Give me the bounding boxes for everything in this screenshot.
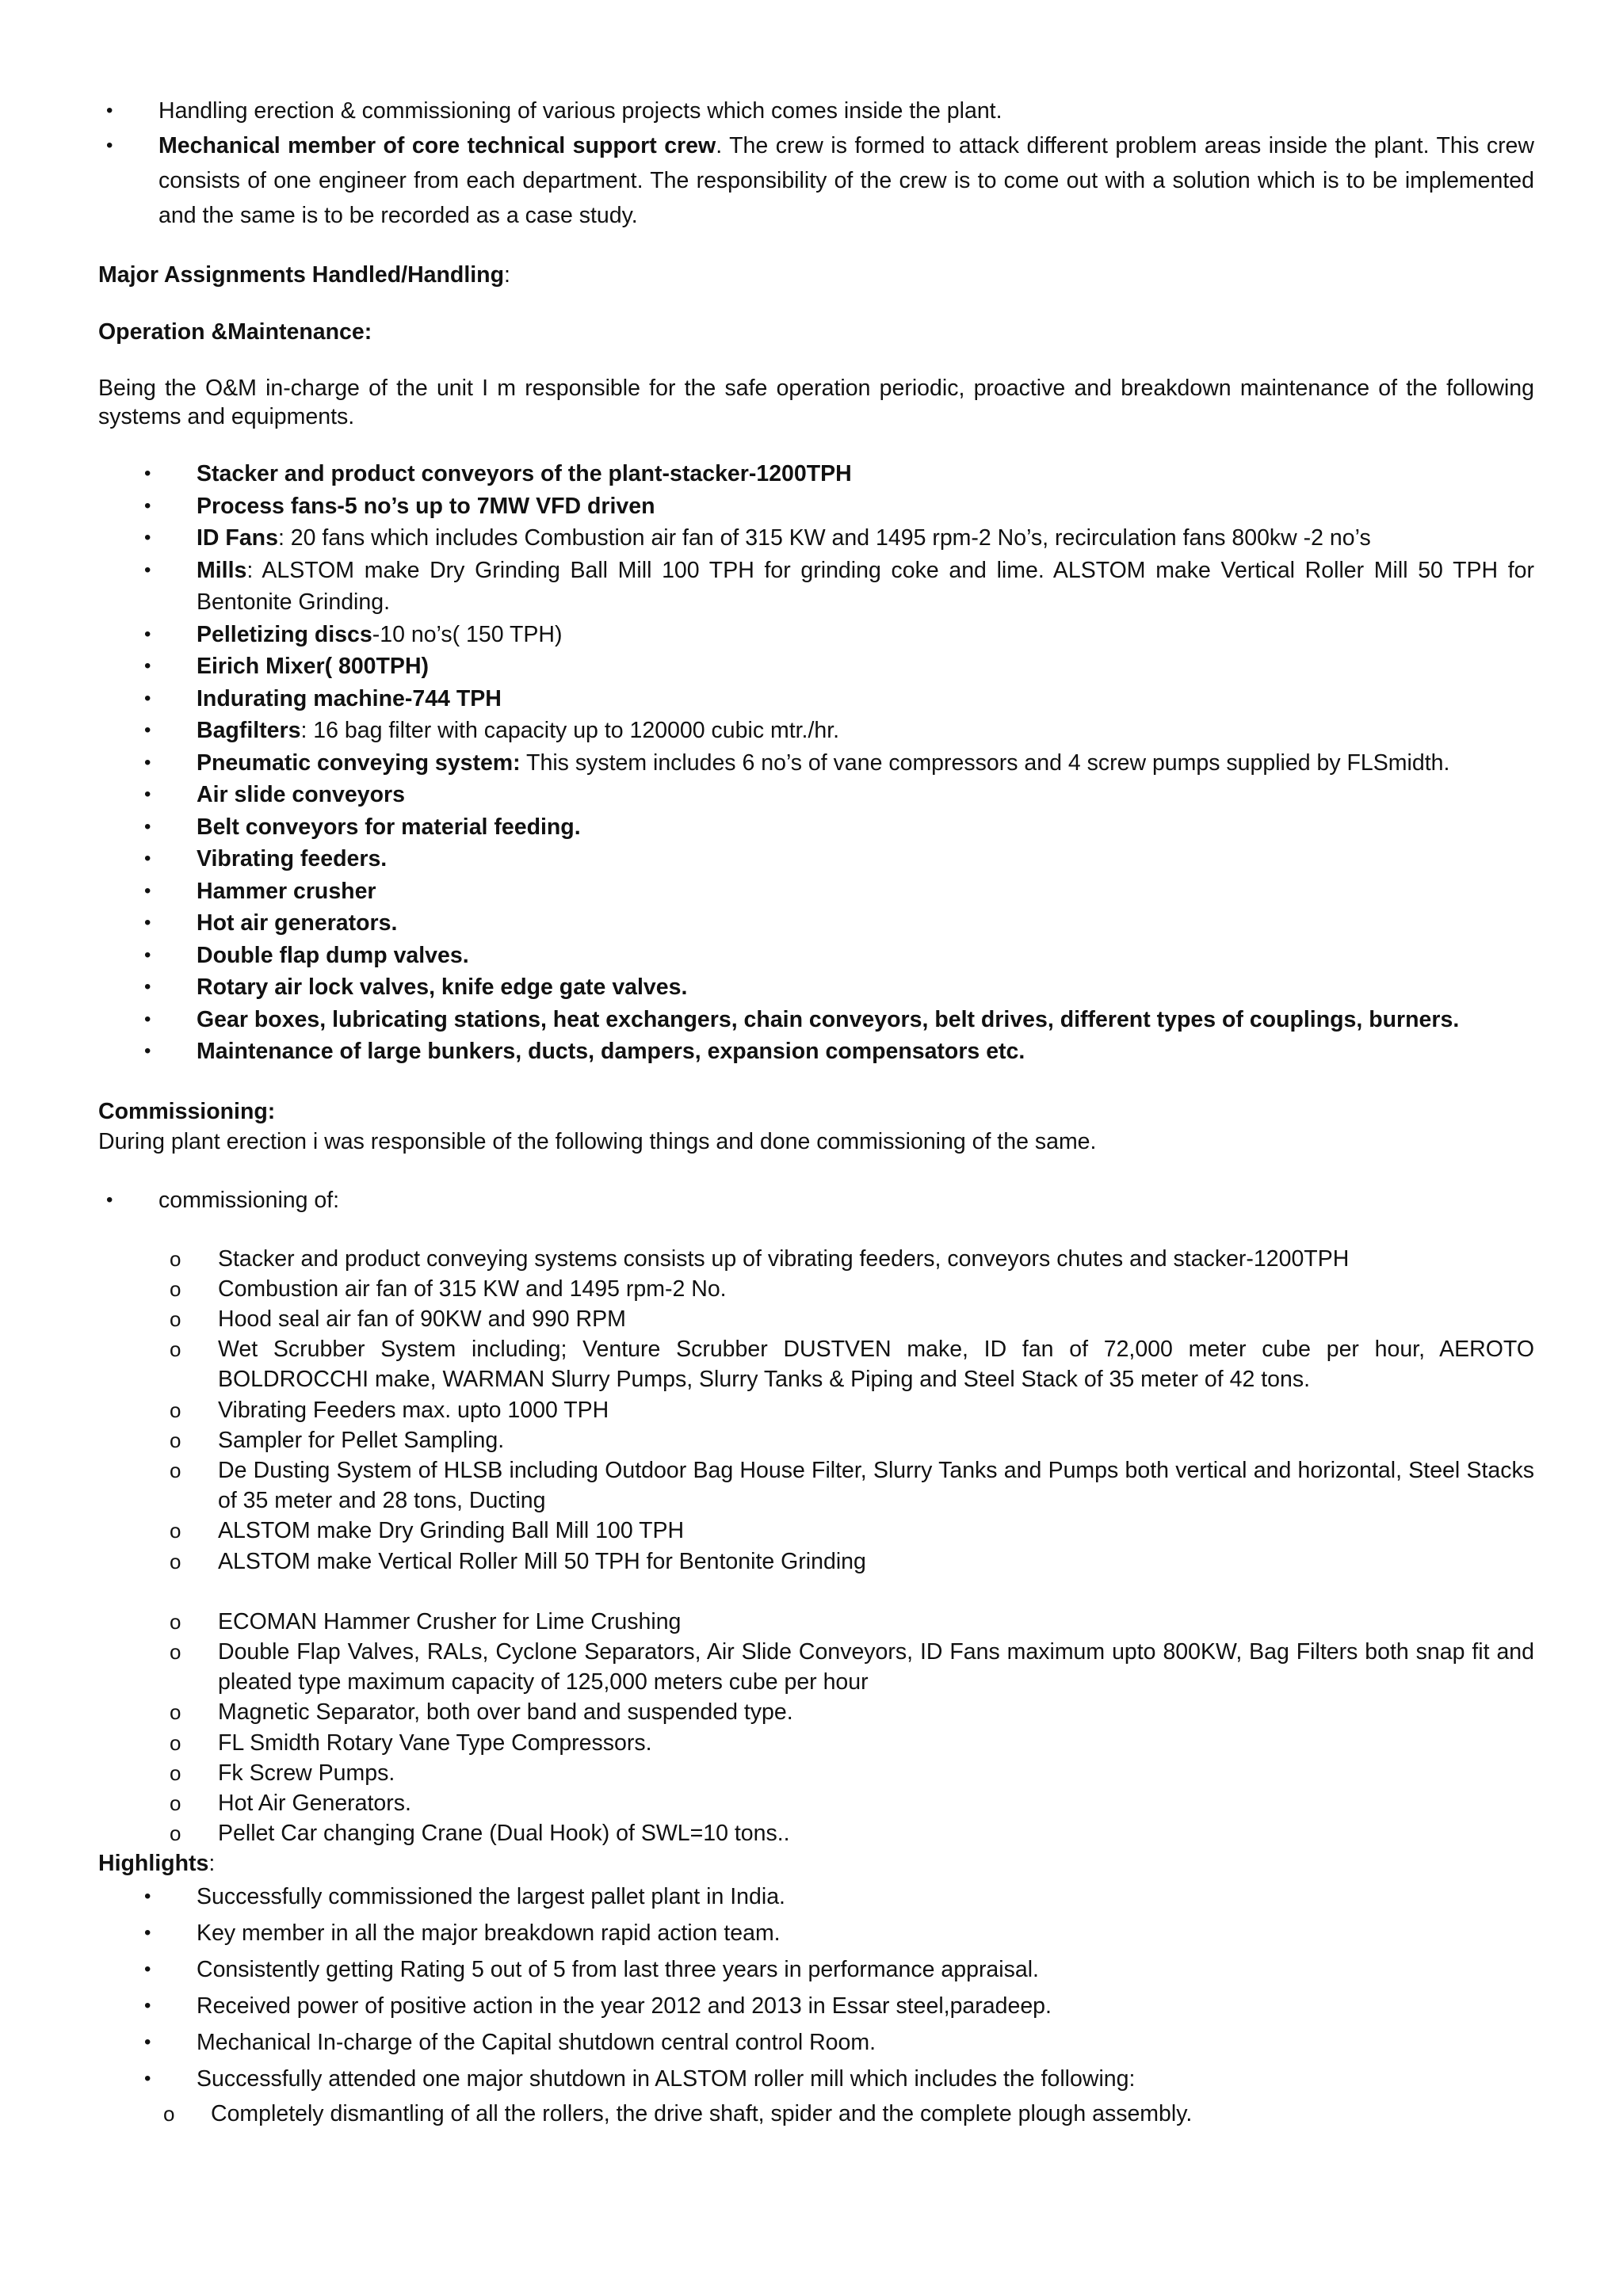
commissioning-item	[170, 1788, 1534, 1818]
commissioning-item	[170, 1274, 1534, 1304]
commissioning-item-text: Hood seal air fan of 90KW and 990 RPM	[218, 1306, 626, 1332]
commissioning-list-a	[98, 1244, 1534, 1577]
bullet-icon: •	[144, 2031, 151, 2054]
commissioning-item	[170, 1244, 1534, 1274]
highlights-sub-text: Completely dismantling of all the rollers, the drive shaft, spider and the complete plough assembly.	[211, 2101, 1193, 2127]
commissioning-paragraph: During plant erection i was responsible of the following things and done commissioning of the same.	[98, 1128, 1097, 1154]
commissioning-item	[170, 1758, 1534, 1788]
highlight-item	[144, 1915, 1534, 1951]
om-item	[144, 555, 1534, 619]
highlights-heading: Highlights:	[98, 1851, 216, 1877]
om-item-text: -10 no’s( 150 TPH)	[372, 621, 563, 647]
om-item-bold: Air slide conveyors	[197, 782, 405, 807]
circle-bullet-icon: o	[170, 1639, 181, 1664]
om-item	[144, 811, 1534, 844]
om-list	[98, 458, 1534, 1068]
bullet-icon: •	[144, 527, 151, 548]
commissioning-item	[170, 1607, 1534, 1637]
om-item-bold: Stacker and product conveyors of the plant-stacker-1200TPH	[197, 461, 852, 486]
commissioning-item	[170, 1304, 1534, 1334]
highlight-item	[144, 1951, 1534, 1988]
commissioning-item	[170, 1395, 1534, 1425]
bullet-icon: •	[144, 1922, 151, 1944]
circle-bullet-icon: o	[170, 1306, 181, 1331]
commissioning-item	[170, 1334, 1534, 1394]
highlight-item-text: Successfully commissioned the largest pallet plant in India.	[197, 1884, 785, 1910]
bullet-icon: •	[144, 784, 151, 805]
circle-bullet-icon: o	[170, 1519, 181, 1543]
om-item-bold: Double flap dump valves.	[197, 942, 469, 968]
om-item-text: : 20 fans which includes Combustion air fan of 315 KW and 1495 rpm-2 No’s, recirculation fans 800kw -2 no’s	[277, 525, 1371, 551]
bullet-icon: •	[144, 751, 151, 773]
commissioning-item-text: Wet Scrubber System including; Venture Scrubber DUSTVEN make, ID fan of 72,000 meter cube per hour, AEROTO BOLDROCCHI make, WARMAN Slurry Pumps, Slurry Tanks & Piping and Steel Stack of 35 meter of 42 tons.	[218, 1337, 1534, 1393]
intro-item-text: . The crew is formed to attack different problem areas inside the plant. This crew consists of one engineer from each department. The responsibility of the crew is to come out with a solution which is to be implemented and the same is to be recorded as a case study.	[158, 133, 1534, 228]
om-item	[144, 1004, 1534, 1036]
commissioning-bullet-text: commissioning of:	[158, 1187, 340, 1213]
commissioning-item-text: Fk Screw Pumps.	[218, 1760, 395, 1786]
commissioning-item	[170, 1637, 1534, 1697]
commissioning-item-text: Stacker and product conveying systems consists up of vibrating feeders, conveyors chutes and stacker-1200TPH	[218, 1245, 1350, 1272]
om-item-bold: Pneumatic conveying system:	[197, 749, 521, 776]
om-item-bold: Hammer crusher	[197, 878, 376, 904]
om-item	[144, 715, 1534, 747]
bullet-icon: •	[144, 1008, 151, 1030]
om-item-bold: Process fans-5 no’s up to 7MW VFD driven	[197, 493, 655, 519]
commissioning-item	[170, 1455, 1534, 1516]
om-item-bold: Vibrating feeders.	[197, 846, 388, 871]
commissioning-item	[170, 1697, 1534, 1727]
commissioning-item-text: Sampler for Pellet Sampling.	[218, 1427, 505, 1453]
circle-bullet-icon: o	[170, 1549, 181, 1573]
om-item-bold: Hot air generators.	[197, 910, 398, 936]
om-item	[144, 907, 1534, 940]
bullet-icon: •	[144, 494, 151, 517]
om-item	[144, 779, 1534, 811]
om-heading: Operation &Maintenance:	[98, 319, 372, 345]
om-item	[144, 1035, 1534, 1068]
om-item	[144, 971, 1534, 1004]
commissioning-item-text: Vibrating Feeders max. upto 1000 TPH	[218, 1397, 609, 1423]
circle-bullet-icon: o	[170, 1791, 181, 1815]
major-assignments-heading: Major Assignments Handled/Handling:	[98, 262, 510, 288]
bullet-icon: •	[106, 1188, 113, 1211]
bullet-icon: •	[144, 559, 151, 581]
om-item	[144, 747, 1534, 780]
circle-bullet-icon: o	[170, 1760, 181, 1785]
om-item	[144, 683, 1534, 715]
circle-bullet-icon: o	[170, 1246, 181, 1271]
resume-page	[98, 93, 1534, 2130]
om-item-bold: Gear boxes, lubricating stations, heat exchangers, chain conveyors, belt drives, different types of couplings, burners.	[197, 1006, 1460, 1032]
bullet-icon: •	[144, 623, 151, 645]
bullet-icon: •	[144, 2068, 151, 2090]
commissioning-item	[170, 1818, 1534, 1848]
highlight-item	[144, 2024, 1534, 2061]
highlight-item	[144, 2061, 1534, 2097]
om-item-bold: Eirich Mixer( 800TPH)	[197, 654, 430, 679]
om-paragraph: Being the O&M in-charge of the unit I m responsible for the safe operation periodic, proactive and breakdown maintenance of the following systems and equipments.	[98, 376, 1534, 429]
commissioning-item-text: Pellet Car changing Crane (Dual Hook) of SWL=10 tons..	[218, 1821, 790, 1847]
intro-item-text: Handling erection & commissioning of various projects which comes inside the plant.	[158, 98, 1002, 124]
circle-bullet-icon: o	[163, 2102, 175, 2126]
highlight-item-text: Successfully attended one major shutdown in ALSTOM roller mill which includes the following:	[197, 2066, 1136, 2092]
commissioning-item	[170, 1547, 1534, 1577]
bullet-icon: •	[144, 912, 151, 933]
intro-item-bold: Mechanical member of core technical support crew	[158, 133, 716, 158]
om-item-text: This system includes 6 no’s of vane compressors and 4 screw pumps supplied by FLSmidth.	[520, 749, 1450, 776]
bullet-icon: •	[106, 100, 113, 121]
bullet-icon: •	[144, 719, 151, 741]
om-item-bold: Bagfilters	[197, 718, 301, 743]
circle-bullet-icon: o	[170, 1700, 181, 1725]
circle-bullet-icon: o	[170, 1428, 181, 1452]
highlight-item-text: Mechanical In-charge of the Capital shutdown central control Room.	[197, 2030, 876, 2056]
circle-bullet-icon: o	[170, 1337, 181, 1362]
circle-bullet-icon: o	[170, 1821, 181, 1846]
commissioning-item-text: FL Smidth Rotary Vane Type Compressors.	[218, 1730, 652, 1756]
commissioning-item-text: Double Flap Valves, RALs, Cyclone Separators, Air Slide Conveyors, ID Fans maximum upto 800KW, Bag Filters both snap fit and pleated type maximum capacity of 125,000 meters cube per hour	[218, 1638, 1534, 1695]
om-item-bold: Rotary air lock valves, knife edge gate valves.	[197, 974, 688, 1000]
commissioning-item-text: Combustion air fan of 315 KW and 1495 rpm-2 No.	[218, 1276, 727, 1302]
highlight-item	[144, 1878, 1534, 1915]
bullet-icon: •	[144, 815, 151, 837]
bullet-icon: •	[144, 1958, 151, 1981]
om-item	[144, 940, 1534, 972]
commissioning-item	[170, 1516, 1534, 1546]
bullet-icon: •	[144, 687, 151, 709]
circle-bullet-icon: o	[170, 1398, 181, 1422]
commissioning-heading: Commissioning:	[98, 1098, 276, 1124]
om-item	[144, 458, 1534, 490]
intro-item-0	[98, 93, 1534, 128]
intro-item-1	[98, 128, 1534, 233]
om-item	[144, 522, 1534, 555]
om-item-bold: ID Fans	[197, 525, 278, 551]
highlight-item-text: Consistently getting Rating 5 out of 5 from last three years in performance appraisal.	[197, 1957, 1039, 1983]
om-item-text: : ALSTOM make Dry Grinding Ball Mill 100 TPH for grinding coke and lime. ALSTOM make Vertical Roller Mill 50 TPH for Bentonite Grinding.	[197, 557, 1534, 615]
om-item-bold: Maintenance of large bunkers, ducts, dampers, expansion compensators etc.	[197, 1039, 1025, 1064]
circle-bullet-icon: o	[170, 1609, 181, 1634]
bullet-icon: •	[144, 1995, 151, 2017]
highlight-item-text: Key member in all the major breakdown rapid action team.	[197, 1920, 781, 1947]
bullet-icon: •	[106, 135, 113, 156]
bullet-icon: •	[144, 1040, 151, 1062]
bullet-icon: •	[144, 976, 151, 997]
om-item-text: : 16 bag filter with capacity up to 120000 cubic mtr./hr.	[300, 718, 840, 743]
circle-bullet-icon: o	[170, 1458, 181, 1482]
om-item	[144, 875, 1534, 908]
commissioning-item-text: ALSTOM make Dry Grinding Ball Mill 100 TPH	[218, 1518, 685, 1544]
commissioning-item-text: De Dusting System of HLSB including Outdoor Bag House Filter, Slurry Tanks and Pumps both vertical and horizontal, Steel Stacks of 35 meter and 28 tons, Ducting	[218, 1457, 1534, 1514]
commissioning-item-text: ECOMAN Hammer Crusher for Lime Crushing	[218, 1608, 682, 1634]
bullet-icon: •	[144, 463, 151, 484]
commissioning-item-text: Hot Air Generators.	[218, 1790, 411, 1816]
highlights-list	[98, 1878, 1534, 2097]
commissioning-item	[170, 1425, 1534, 1455]
circle-bullet-icon: o	[170, 1276, 181, 1301]
highlight-item	[144, 1988, 1534, 2024]
commissioning-item	[170, 1728, 1534, 1758]
om-item	[144, 650, 1534, 683]
commissioning-list-b	[98, 1607, 1534, 1849]
bullet-icon: •	[144, 848, 151, 869]
om-item-bold: Belt conveyors for material feeding.	[197, 814, 581, 840]
commissioning-item-text: ALSTOM make Vertical Roller Mill 50 TPH for Bentonite Grinding	[218, 1548, 866, 1574]
om-item	[144, 490, 1534, 523]
om-item-bold: Mills	[197, 557, 247, 583]
bullet-icon: •	[144, 1886, 151, 1908]
bullet-icon: •	[144, 944, 151, 966]
om-item-bold: Indurating machine-744 TPH	[197, 685, 502, 711]
intro-list	[98, 93, 1534, 233]
commissioning-bullet	[98, 1185, 1534, 1215]
om-item	[144, 619, 1534, 651]
bullet-icon: •	[144, 655, 151, 677]
circle-bullet-icon: o	[170, 1730, 181, 1755]
om-item	[144, 843, 1534, 875]
commissioning-item-text: Magnetic Separator, both over band and suspended type.	[218, 1699, 793, 1726]
highlights-sub-item	[163, 2097, 1534, 2130]
highlight-item-text: Received power of positive action in the year 2012 and 2013 in Essar steel,paradeep.	[197, 1993, 1052, 2019]
bullet-icon: •	[144, 879, 151, 902]
om-item-bold: Pelletizing discs	[197, 621, 372, 647]
